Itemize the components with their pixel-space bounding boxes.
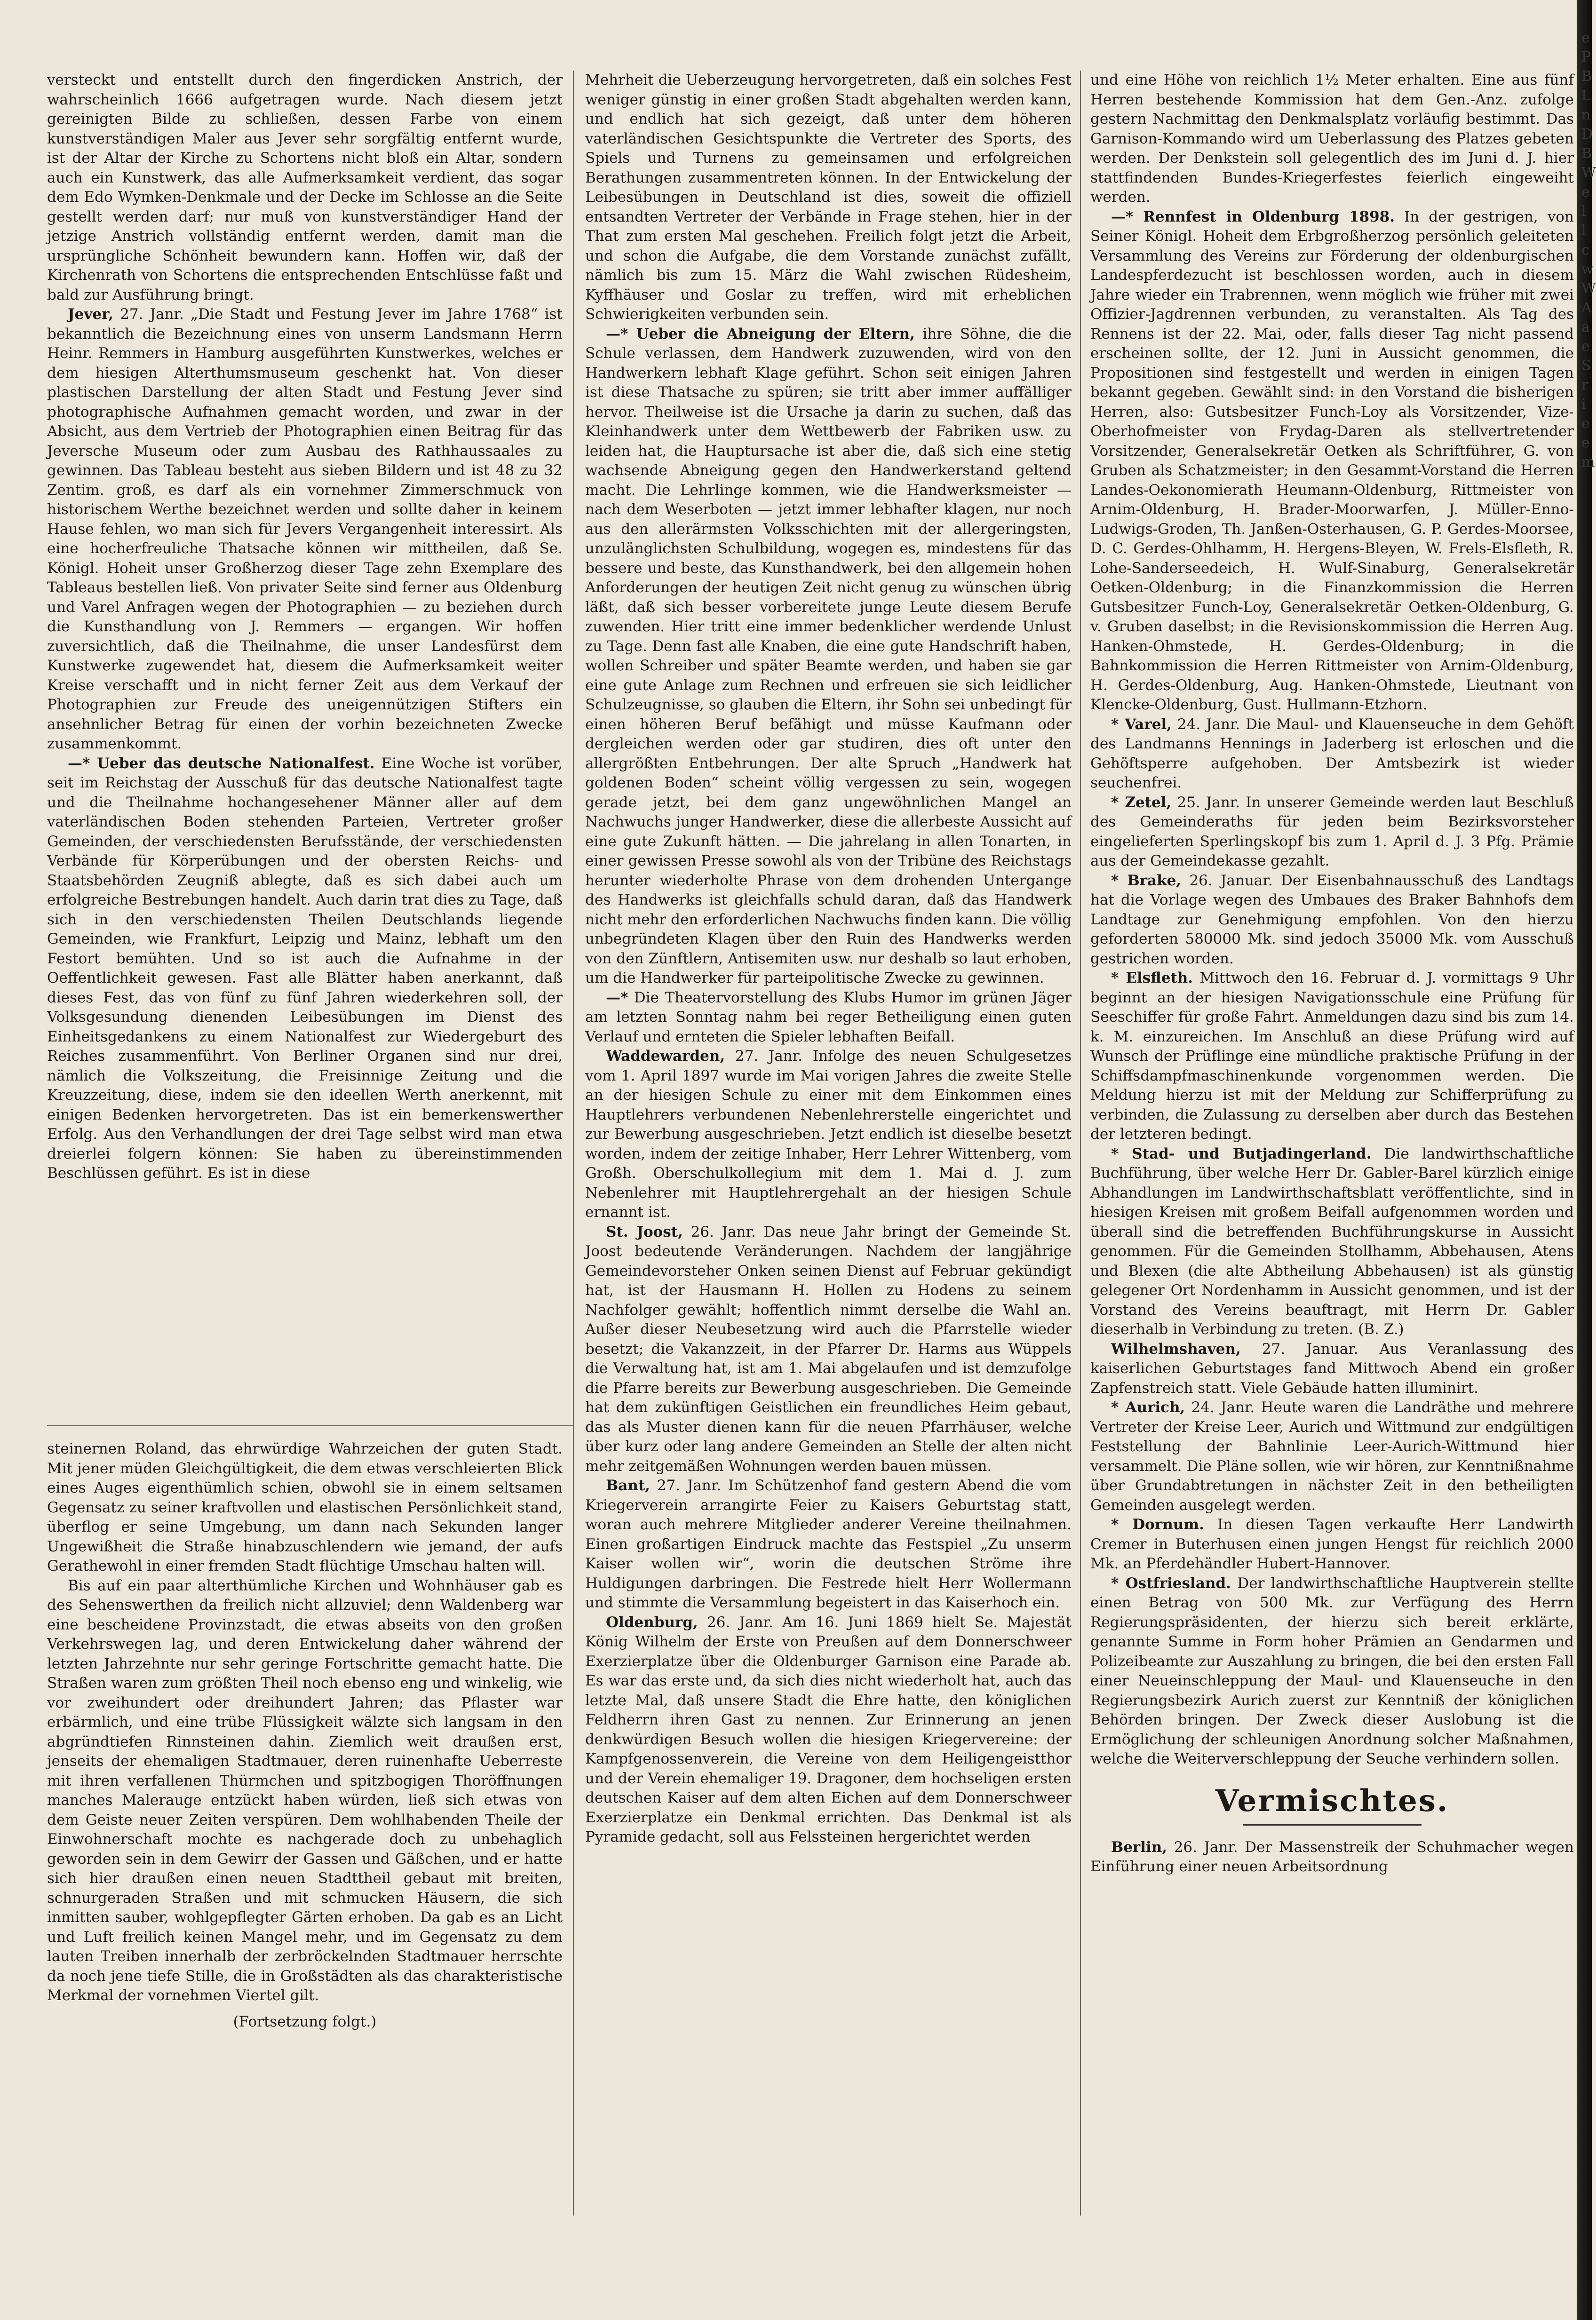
article-text: 24. Janr. Die Maul- und Klauenseuche in dem Gehöft des Landmanns Hennings in Jaderberg ist erloschen und die Gehöftsperre aufgehoben. Der Amtsbezirk ist wieder seuchenfrei.: [1090, 715, 1574, 791]
column-2: [585, 71, 1072, 2225]
article-text: Bis auf ein paar alterthümliche Kirchen und Wohnhäuser gab es des Sehenswerthen da freilich nicht allzuviel; denn Waldenberg war eine bescheidene Provinzstadt, die etwas abseits von den großen Verkehrswegen lag, und deren Entwickelung daher während der letzten Jahrzehnte nur sehr geringe Fortschritte gemacht hatte. Die Straßen waren zum größten Theil noch ebenso eng und winkelig, wie vor zweihundert oder dreihundert Jahren; das Pflaster war erbärmlich, und eine trübe Flüssigkeit wälzte sich langsam in den abgründtiefen Rinnsteinen dahin. Ziemlich weit draußen erst, jenseits der ehemaligen Stadtmauer, deren ruinenhafte Ueberreste mit ihren verfallenen Thürmchen und spitzbogigen Thoröffnungen manches Malerauge entzückt haben würden, ließ sich etwas von dem Geiste neuer Zeiten verspüren. Dem wohlhabenden Theile der Einwohnerschaft mochte es nachgerade doch zu unbehaglich geworden sein in dem Gewirr der Gassen und Gäßchen, und er hatte sich hier draußen einen neuen Stadttheil gebaut mit breiten, schnurgeraden Straßen und mit schmucken Häusern, die sich inmitten sauber, wohlgepflegter Gärten erhoben. Da gab es an Licht und Luft freilich keinen Mangel mehr, und im Gegensatz zu dem lauten Treiben innerhalb der zerbröckelnden Stadtmauer herrschte da noch jene tiefe Stille, die in Großstädten als das charakteristische Merkmal der vornehmen Viertel gilt.: [47, 1577, 563, 2004]
article-text: Mittwoch den 16. Februar d. J. vormittags 9 Uhr beginnt an der hiesigen Navigationsschule eine Prüfung für Seeschiffer für große Fahrt. Anmeldungen dazu sind bis zum 14. k. M. einzureichen. Im Anschluß an diese Prüfung wird auf Wunsch der Prüflinge eine mündliche praktische Prüfung in der Schiffsdampfmaschinenkunde vorgenommen werden. Die Meldung hierzu ist mit der Meldung zur Schifferprüfung zu verbinden, die Zulassung zu derselben aber durch das Bestehen der letzteren bedingt.: [1090, 969, 1574, 1143]
article-text: 26. Janr. Das neue Jahr bringt der Gemeinde St. Joost bedeutende Veränderungen. Nachdem der langjährige Gemeindevorsteher Onken seinen Dienst auf Februar gekündigt hat, ist der Hausmann H. Hollen zu Hodens zu seinem Nachfolger gewählt; hoffentlich nimmt derselbe die Wahl an. Außer dieser Neubesetzung wird auch die Pfarrstelle wieder besetzt; die Vakanzzeit, in der Pfarrer Dr. Harms aus Wüppels die Verwaltung hat, ist am 1. Mai abgelaufen und ist demzufolge die Pfarre bereits zur Bewerbung ausgeschrieben. Die Gemeinde hat dem zukünftigen Geistlichen ein freundliches Heim gebaut, das als Muster dienen kann für die neuen Pfarrhäuser, welche über kurz oder lang andere Gemeinden an Stelle der alten nicht mehr zeitgemäßen Wohnungen werden bauen müssen.: [585, 1223, 1072, 1475]
column-3-paragraph: [1090, 1398, 1574, 1515]
article-text: versteckt und entstellt durch den fingerdicken Anstrich, der wahrscheinlich 1666 aufgetragen wurde. Nach diesem jetzt gereinigten Bilde zu schließen, dessen Farbe von einem kunstverständigen Maler aus Jever sehr sorgfältig entfernt wurde, ist der Altar der Kirche zu Schortens nicht bloß ein Altar, sondern auch ein Kunstwerk, das alle Aufmerksamkeit verdient, das sogar dem Edo Wymken-Denkmale und der Decke im Schlosse an die Seite gestellt werden darf; nur muß von kunstverständiger Hand der jetzige Anstrich vollständig entfernt werden, damit man die ursprüngliche Schönheit bewundern kann. Hoffen wir, daß der Kirchenrath von Schortens die entsprechenden Entschlüsse faßt und bald zur Ausführung bringt.: [47, 72, 563, 303]
article-dateline: Berlin,: [1111, 1838, 1167, 1856]
article-text: In der gestrigen, von Seiner Königl. Hoheit dem Erbgroßherzog persönlich geleiteten Versammlung des Vereins zur Förderung der oldenburgischen Landespferdezucht ist beschlossen worden, auch in diesem Jahre wieder ein Trabrennen, wenn möglich wie früher mit zwei Offizier-Jagdrennen verbunden, zu veranstalten. Als Tag des Rennens ist der 22. Mai, oder, falls dieser Tag nicht passend erscheinen sollte, der 12. Juni in Aussicht genommen, die Propositionen sind festgestellt und werden in einigen Tagen bekannt gegeben. Gewählt sind: in den Vorstand die bisherigen Herren, also: Gutsbesitzer Funch-Loy als Vorsitzender, Vize-Oberhofmeister von Frydag-Daren als stellvertretender Vorsitzender, Generalsekretär Oetken als Schriftführer, G. von Gruben als Schatzmeister; in den Gesammt-Vorstand die Herren Landes-Oekonomierath Heumann-Oldenburg, Rittmeister von Arnim-Oldenburg, H. Brader-Moorwarfen, J. Müller-Enno-Ludwigs-Groden, Th. Janßen-Osterhausen, G. P. Gerdes-Moorsee, D. C. Gerdes-Ohlhamm, H. Hergens-Bleyen, W. Frels-Elsfleth, R. Lohe-Sanderseedeich, H. Wulf-Sinaburg, Generalsekretär Oetken-Oldenburg; in die Finanzkommission die Herren Gutsbesitzer Funch-Loy, Generalsekretär Oetken-Oldenburg, G. v. Gruben daselbst; in die Revisionskommission die Herren Aug. Hanken-Ohmstede, H. Gerdes-Oldenburg; in die Bahnkommission die Herren Rittmeister von Arnim-Oldenburg, H. Gerdes-Oldenburg, Aug. Hanken-Ohmstede, Lieutnant von Klencke-Oldenburg, Gust. Hullmann-Etzhorn.: [1090, 208, 1574, 713]
column-2-paragraph: [585, 1047, 1072, 1223]
article-text: Mehrheit die Ueberzeugung hervorgetreten, daß ein solches Fest weniger günstig in einer großen Stadt abgehalten werden kann, und endlich hat sich gezeigt, daß unter dem höheren vaterländischen Gesichtspunkte die Vertreter des Sports, des Spiels und Turnens zu gemeinsamen und erfolgreichen Berathungen zusammentreten können. In der Entwickelung der Leibesübungen in Deutschland ist dies, soweit die offiziell entsandten Vertreter der Verbände in Frage stehen, hier in der That zum ersten Mal geschehen. Freilich folgt jetzt die Arbeit, und schon die Aufgabe, die dem Vorstande zunächst zufällt, nämlich bis zum 15. März die Wahl zwischen Rüdesheim, Kyffhäuser und Goslar zu treffen, wird mit erheblichen Schwierigkeiten verbunden sein.: [585, 72, 1072, 323]
column-3-paragraph: [1090, 207, 1574, 715]
article-text: 26. Janr. Der Massenstreik der Schuhmacher wegen Einführung einer neuen Arbeitsordnung: [1090, 1838, 1574, 1875]
feuilleton-column: [47, 1439, 563, 2220]
article-text: ihre Söhne, die die Schule verlassen, dem Handwerk zuzuwenden, wird von den Handwerkern lebhaft Klage geführt. Schon seit einigen Jahren ist diese Thatsache zu spüren; sie tritt aber immer auffälliger hervor. Theilweise ist die Ursache ja darin zu suchen, daß das Kleinhandwerk unter dem Wettbewerb der Fabriken usw. zu leiden hat, die Hauptursache ist aber die, daß sich eine stetig wachsende Abneigung gegen den Handwerkerstand geltend macht. Die Lehrlinge kommen, wie die Handwerksmeister — nach dem Weserboten — jetzt immer lebhafter klagen, nur noch aus den allerärmsten Volksschichten mit der allergeringsten, unzulänglichsten Schulbildung, wogegen es, mindestens für das bessere und beste, das Kunsthandwerk, bei den allgemein hohen Anforderungen der heutigen Zeit nicht genug zu wünschen übrig läßt, daß sich besser vorbereitete junge Leute diesem Berufe zuwenden. Hier tritt eine immer bedenklicher werdende Unlust zu Tage. Denn fast alle Knaben, die eine gute Handschrift haben, wollen Schreiber und später Beamte werden, und haben sie gar eine gute Anlage zum Rechnen und erfreuen sie sich leidlicher Schulzeugnisse, so glauben die Eltern, ihr Sohn sei unbedingt für einen höheren Beruf befähigt und müsse Kaufmann oder dergleichen werden oder gar studiren, dies oft unter den allergrößten Entbehrungen. Der alte Spruch „Handwerk hat goldenen Boden“ scheint völlig vergessen zu sein, wogegen gerade jetzt, bei dem ganz ungewöhnlichen Mangel an Nachwuchs junger Handwerker, diese die allerbeste Aussicht auf eine gute Zukunft hätten. — Die jahrelang in allen Tonarten, in einer gewissen Presse sowohl als von der Tribüne des Reichstags herunter wiederholte Phrase von dem drohenden Untergange des Handwerks ist gleichfalls schuld daran, daß das Handwerk nicht mehr den erforderlichen Nachwuchs finden kann. Die völlig unbegründeten Klagen über den Ruin des Handwerks werden von den Zünftlern, Antisemiten usw. nur deshalb so laut erhoben, um die Handwerker für parteipolitische Zwecke zu gewinnen.: [585, 325, 1072, 986]
article-dateline: —* Ueber das deutsche Nationalfest.: [68, 755, 375, 772]
column-1-paragraph: [47, 71, 563, 305]
article-dateline: —* Rennfest in Oldenburg 1898.: [1111, 208, 1395, 225]
article-text: 24. Janr. Heute waren die Landräthe und mehrere Vertreter der Kreise Leer, Aurich und Wittmund zur endgültigen Feststellung der Bahnlinie Leer-Aurich-Wittmund hier versammelt. Die Pläne sollen, wie wir hören, zur Kenntnißnahme über Grundabtretungen in nächster Zeit in den betheiligten Gemeinden ausgelegt werden.: [1090, 1399, 1574, 1514]
article-dateline: * Aurich,: [1111, 1399, 1185, 1416]
facing-page-edge-text: e P B L n D B W e l l c w W A a e S r i e e m: [1581, 30, 1596, 470]
column-divider-1: [573, 71, 574, 2216]
heading-underline: [1243, 1824, 1421, 1826]
article-text: 27. Januar. Aus Veranlassung des kaiserlichen Geburtstages fand Mittwoch Abend ein großer Zapfenstreich statt. Viele Gebäude hatten illuminirt.: [1090, 1340, 1574, 1397]
article-text: und eine Höhe von reichlich 1½ Meter erhalten. Eine aus fünf Herren bestehende Kommission hat dem Gen.-Anz. zufolge gestern Nachmittag den Denkmalsplatz vorläufig bestimmt. Das Garnison-Kommando wird um Ueberlassung des Platzes gebeten werden. Der Denkstein soll gelegentlich des im Juni d. J. hier stattfindenden Bundes-Kriegerfestes feierlich eingeweiht werden.: [1090, 72, 1574, 206]
column-3-paragraph: [1090, 871, 1574, 969]
article-text: 27. Janr. Infolge des neuen Schulgesetzes vom 1. April 1897 wurde im Mai vorigen Jahres die zweite Stelle an der hiesigen Schule zu einer mit dem Einkommen eines Hauptlehrers verbundenen Nebenlehrerstelle eingerichtet und zur Bewerbung ausgeschrieben. Jetzt endlich ist dieselbe besetzt worden, indem der zeitige Inhaber, Herr Lehrer Wittenberg, vom Großh. Oberschulkollegium mit dem 1. Mai d. J. zum Nebenlehrer mit Hauptlehrergehalt an der hiesigen Schule ernannt ist.: [585, 1048, 1072, 1221]
column-3-paragraph: [1090, 71, 1574, 207]
column-2-paragraph: [585, 325, 1072, 988]
article-text: 27. Janr. „Die Stadt und Festung Jever im Jahre 1768“ ist bekanntlich die Bezeichnung eines von unserm Landsmann Herrn Heinr. Remmers in Hamburg ausgeführten Kunstwerkes, welches er dem hiesigen Alterthumsmuseum geschenkt hat. Von dieser plastischen Darstellung der alten Stadt und Festung Jever sind photographische Aufnahmen gemacht worden, und zwar in der Absicht, aus dem Vertrieb der Photographien einen Beitrag für das Jeversche Museum oder zum Ausbau des Rathhaussaales zu gewinnen. Das Tableau besteht aus sieben Bildern und ist 48 zu 32 Zentim. groß, es darf als ein vornehmer Zimmerschmuck von historischem Werthe bezeichnet werden und sollte daher in keinem Hause fehlen, wo man sich für Jevers Vergangenheit interessirt. Als eine hocherfreuliche Thatsache können wir mittheilen, daß Se. Königl. Hoheit unser Großherzog dieser Tage zehn Exemplare des Tableaus bestellen ließ. Von privater Seite sind ferner aus Oldenburg und Varel Anfragen wegen der Photographien — zu beziehen durch die Kunsthandlung von J. Remmers — ergangen. Wir hoffen zuversichtlich, daß die Theilnahme, die unser Landesfürst dem Kunstwerke zugewendet hat, diesem die Aufmerksamkeit weiter Kreise verschafft und in nicht ferner Zeit aus dem Verkauf der Photographien zur Freude des uneigennützigen Stifters ein ansehnlicher Betrag für einen der vorhin bezeichneten Zwecke zusammenkommt.: [47, 306, 563, 752]
article-text: 26. Januar. Der Eisenbahnausschuß des Landtags hat die Vorlage wegen des Umbaues des Braker Bahnhofs dem Landtage zur Genehmigung empfohlen. Von den hierzu geforderten 580000 Mk. sind jedoch 35000 Mk. vom Ausschuß gestrichen worden.: [1090, 872, 1574, 967]
column-3-paragraph: [1090, 715, 1574, 793]
article-dateline: * Varel,: [1111, 715, 1172, 733]
column-1-paragraph: [47, 754, 563, 1184]
column-3-paragraph: [1090, 1144, 1574, 1340]
article-text: 26. Janr. Am 16. Juni 1869 hielt Se. Majestät König Wilhelm der Erste von Preußen auf dem Donnerschweer Exerzierplatze über die Oldenburger Garnison eine Parade ab. Es war das erste und, da sich dies nicht wiederholt hat, auch das letzte Mal, daß unsere Stadt die Ehre hatte, den königlichen Feldherrn ihren Gast zu nennen. Zur Erinnerung an jenen denkwürdigen Besuch wollen die hiesigen Kriegervereine: der Kampfgenossenverein, die Vereine von dem Heiligengeistthor und der Verein ehemaliger 19. Dragoner, dem hochseligen ersten deutschen Kaiser auf dem alten Eichen auf dem Donnerschweer Exerzierplatze ein Denkmal errichten. Das Denkmal ist als Pyramide gedacht, soll aus Felssteinen hergerichtet werden: [585, 1613, 1072, 1845]
article-dateline: —*: [606, 989, 628, 1006]
article-dateline: * Brake,: [1111, 872, 1182, 889]
article-dateline: Jever,: [68, 306, 113, 323]
article-dateline: —* Ueber die Abneigung der Eltern,: [606, 325, 915, 342]
continuation-note: (Fortsetzung folgt.): [233, 2013, 377, 2030]
article-dateline: * Stad- und Butjadingerland.: [1111, 1145, 1372, 1162]
column-3-paragraph: [1090, 1838, 1574, 1877]
feuilleton-divider: [47, 1425, 573, 1426]
article-text: Eine Woche ist vorüber, seit im Reichstag der Ausschuß für das deutsche Nationalfest tagte und die Theilnahme hochangesehener Männer aller auf dem vaterländischen Boden stehenden Parteien, Vertreter großer Gemeinden, der verschiedensten Berufsstände, der verschiedensten Verbände für Körperübungen und der obersten Reichs- und Staatsbehörden Zeugniß ablegte, daß es sich dabei auch um erfolgreiche Bestrebungen handelt. Auch darin trat dies zu Tage, daß sich in den verschiedensten Theilen Deutschlands liegende Gemeinden, wie Frankfurt, Leipzig und Mainz, lebhaft um den Festort bemühten. Und so ist auch die Aufnahme in der Oeffentlichkeit gewesen. Fast alle Blätter haben anerkannt, daß dieses Fest, das von fünf zu fünf Jahren wiederkehren soll, der Volksgesundung dienenden Leibesübungen im Dienst des Einheitsgedankens zu einem Nationalfest zur Wiedergeburt des Reiches zusammenführt. Von Berliner Organen sind nur drei, nämlich die Volkszeitung, die Freisinnige Zeitung und die Kreuzzeitung, diese, indem sie den ideellen Werth anerkennt, mit einigen Bedenken hervorgetreten. Das ist ein bemerkenswerther Erfolg. Aus den Verhandlungen der drei Tage selbst wird man etwa dreierlei folgern können: Sie haben zu übereinstimmenden Beschlüssen geführt. Es ist in diese: [47, 755, 563, 1182]
column-3-paragraph: [1090, 793, 1574, 871]
article-dateline: * Zetel,: [1111, 794, 1172, 811]
article-text: Die landwirthschaftliche Buchführung, über welche Herr Dr. Gabler-Barel kürzlich einige Abhandlungen im Landwirthschaftsblatt veröffentlichte, sind in hiesigen Kreisen mit großem Beifall aufgenommen worden und überall sind die betreffenden Buchführungskurse in Aussicht genommen. Für die Gemeinden Stollhamm, Abbehausen, Atens und Blexen (die alte Abtheilung Abbehausen) ist als günstig gelegener Ort Nordenhamm in Aussicht genommen, und ist der Vorstand des Vereins beauftragt, mit Herrn Dr. Gabler dieserhalb in Verbindung zu treten. (B. Z.): [1090, 1145, 1574, 1338]
article-dateline: St. Joost,: [606, 1223, 683, 1240]
column-2-paragraph: [585, 71, 1072, 325]
article-text: In diesen Tagen verkaufte Herr Landwirth Cremer in Buterhusen einen jungen Hengst für reichlich 2000 Mk. an Pferdehändler Hubert-Hannover.: [1090, 1516, 1574, 1572]
article-text: steinernen Roland, das ehrwürdige Wahrzeichen der guten Stadt. Mit jener müden Gleichgültigkeit, die dem etwas verschleierten Blick eines Auges eigenthümlich schien, obwohl sie in einem seltsamen Gegensatz zu seiner kraftvollen und elastischen Persönlichkeit stand, überflog er seine Umgebung, um dann nach Sekunden langer Ungewißheit die Straße hinabzuschlendern wie jemand, der aufs Gerathewohl in einer fremden Stadt flüchtige Umschau halten will.: [47, 1440, 563, 1574]
article-dateline: * Elsfleth.: [1111, 969, 1193, 986]
feuilleton-paragraph: [47, 1576, 563, 2006]
article-dateline: Wilhelmshaven,: [1111, 1340, 1241, 1358]
column-3-paragraph: [1090, 1340, 1574, 1398]
column-3-paragraph: [1090, 1515, 1574, 1574]
article-text: Der landwirthschaftliche Hauptverein stellte einen Betrag von 500 Mk. zur Verfügung des Herrn Regierungspräsidenten, der hierzu sich bereit erklärte, genannte Summe in Form hoher Prämien an Gendarmen und Polizeibeamte zur Auszahlung zu bringen, die bei den ersten Fall einer Neueinschleppung der Maul- und Klauenseuche in den Regierungsbezirk Aurich zuerst zur Kenntniß der königlichen Behörden bringen. Der Zweck dieser Auslobung ist die Ermöglichung der schleunigen Anordnung solcher Maßnahmen, welche die Weiterverschleppung der Seuche verhindern sollen.: [1090, 1574, 1574, 1767]
column-1-paragraph: [47, 305, 563, 754]
article-text: 25. Janr. In unserer Gemeinde werden laut Beschluß des Gemeinderaths für jeden beim Bezirksvorsteher eingelieferten Sperlingskopf bis zum 1. April d. J. 3 Pfg. Prämie aus der Gemeindekasse gezahlt.: [1090, 794, 1574, 869]
article-dateline: * Dornum.: [1111, 1516, 1204, 1533]
column-divider-2: [1080, 71, 1081, 2216]
article-dateline: Waddewarden,: [606, 1048, 725, 1065]
article-text: Die Theatervorstellung des Klubs Humor im grünen Jäger am letzten Sonntag nahm bei reger Betheiligung einen guten Verlauf und ernteten die Spieler lebhaften Beifall.: [585, 989, 1072, 1045]
column-3-paragraph: [1090, 1574, 1574, 1769]
column-2-paragraph: [585, 1613, 1072, 1847]
column-1: [47, 71, 563, 1411]
feuilleton-paragraph: [47, 1439, 563, 1576]
article-dateline: Oldenburg,: [606, 1613, 698, 1631]
column-3: [1090, 71, 1574, 2225]
article-dateline: * Ostfriesland.: [1111, 1574, 1231, 1592]
column-2-paragraph: [585, 1476, 1072, 1613]
column-2-paragraph: [585, 988, 1072, 1047]
article-text: 27. Janr. Im Schützenhof fand gestern Abend die vom Kriegerverein arrangirte Feier zu Kaisers Geburtstag statt, woran auch mehrere Mitglieder anderer Vereine theilnahmen. Einen großartigen Eindruck machte das Festspiel „Zu unserm Kaiser wollen wir“, worin die deutschen Ströme ihre Huldigungen darbringen. Die Festrede hielt Herr Wollermann und stimmte die Versammlung begeistert in das Kaiserhoch ein.: [585, 1477, 1072, 1611]
article-dateline: Bant,: [606, 1477, 650, 1494]
column-3-paragraph: [1090, 969, 1574, 1144]
section-heading-vermischtes: Vermischtes.: [1215, 1783, 1449, 1819]
column-2-paragraph: [585, 1223, 1072, 1477]
